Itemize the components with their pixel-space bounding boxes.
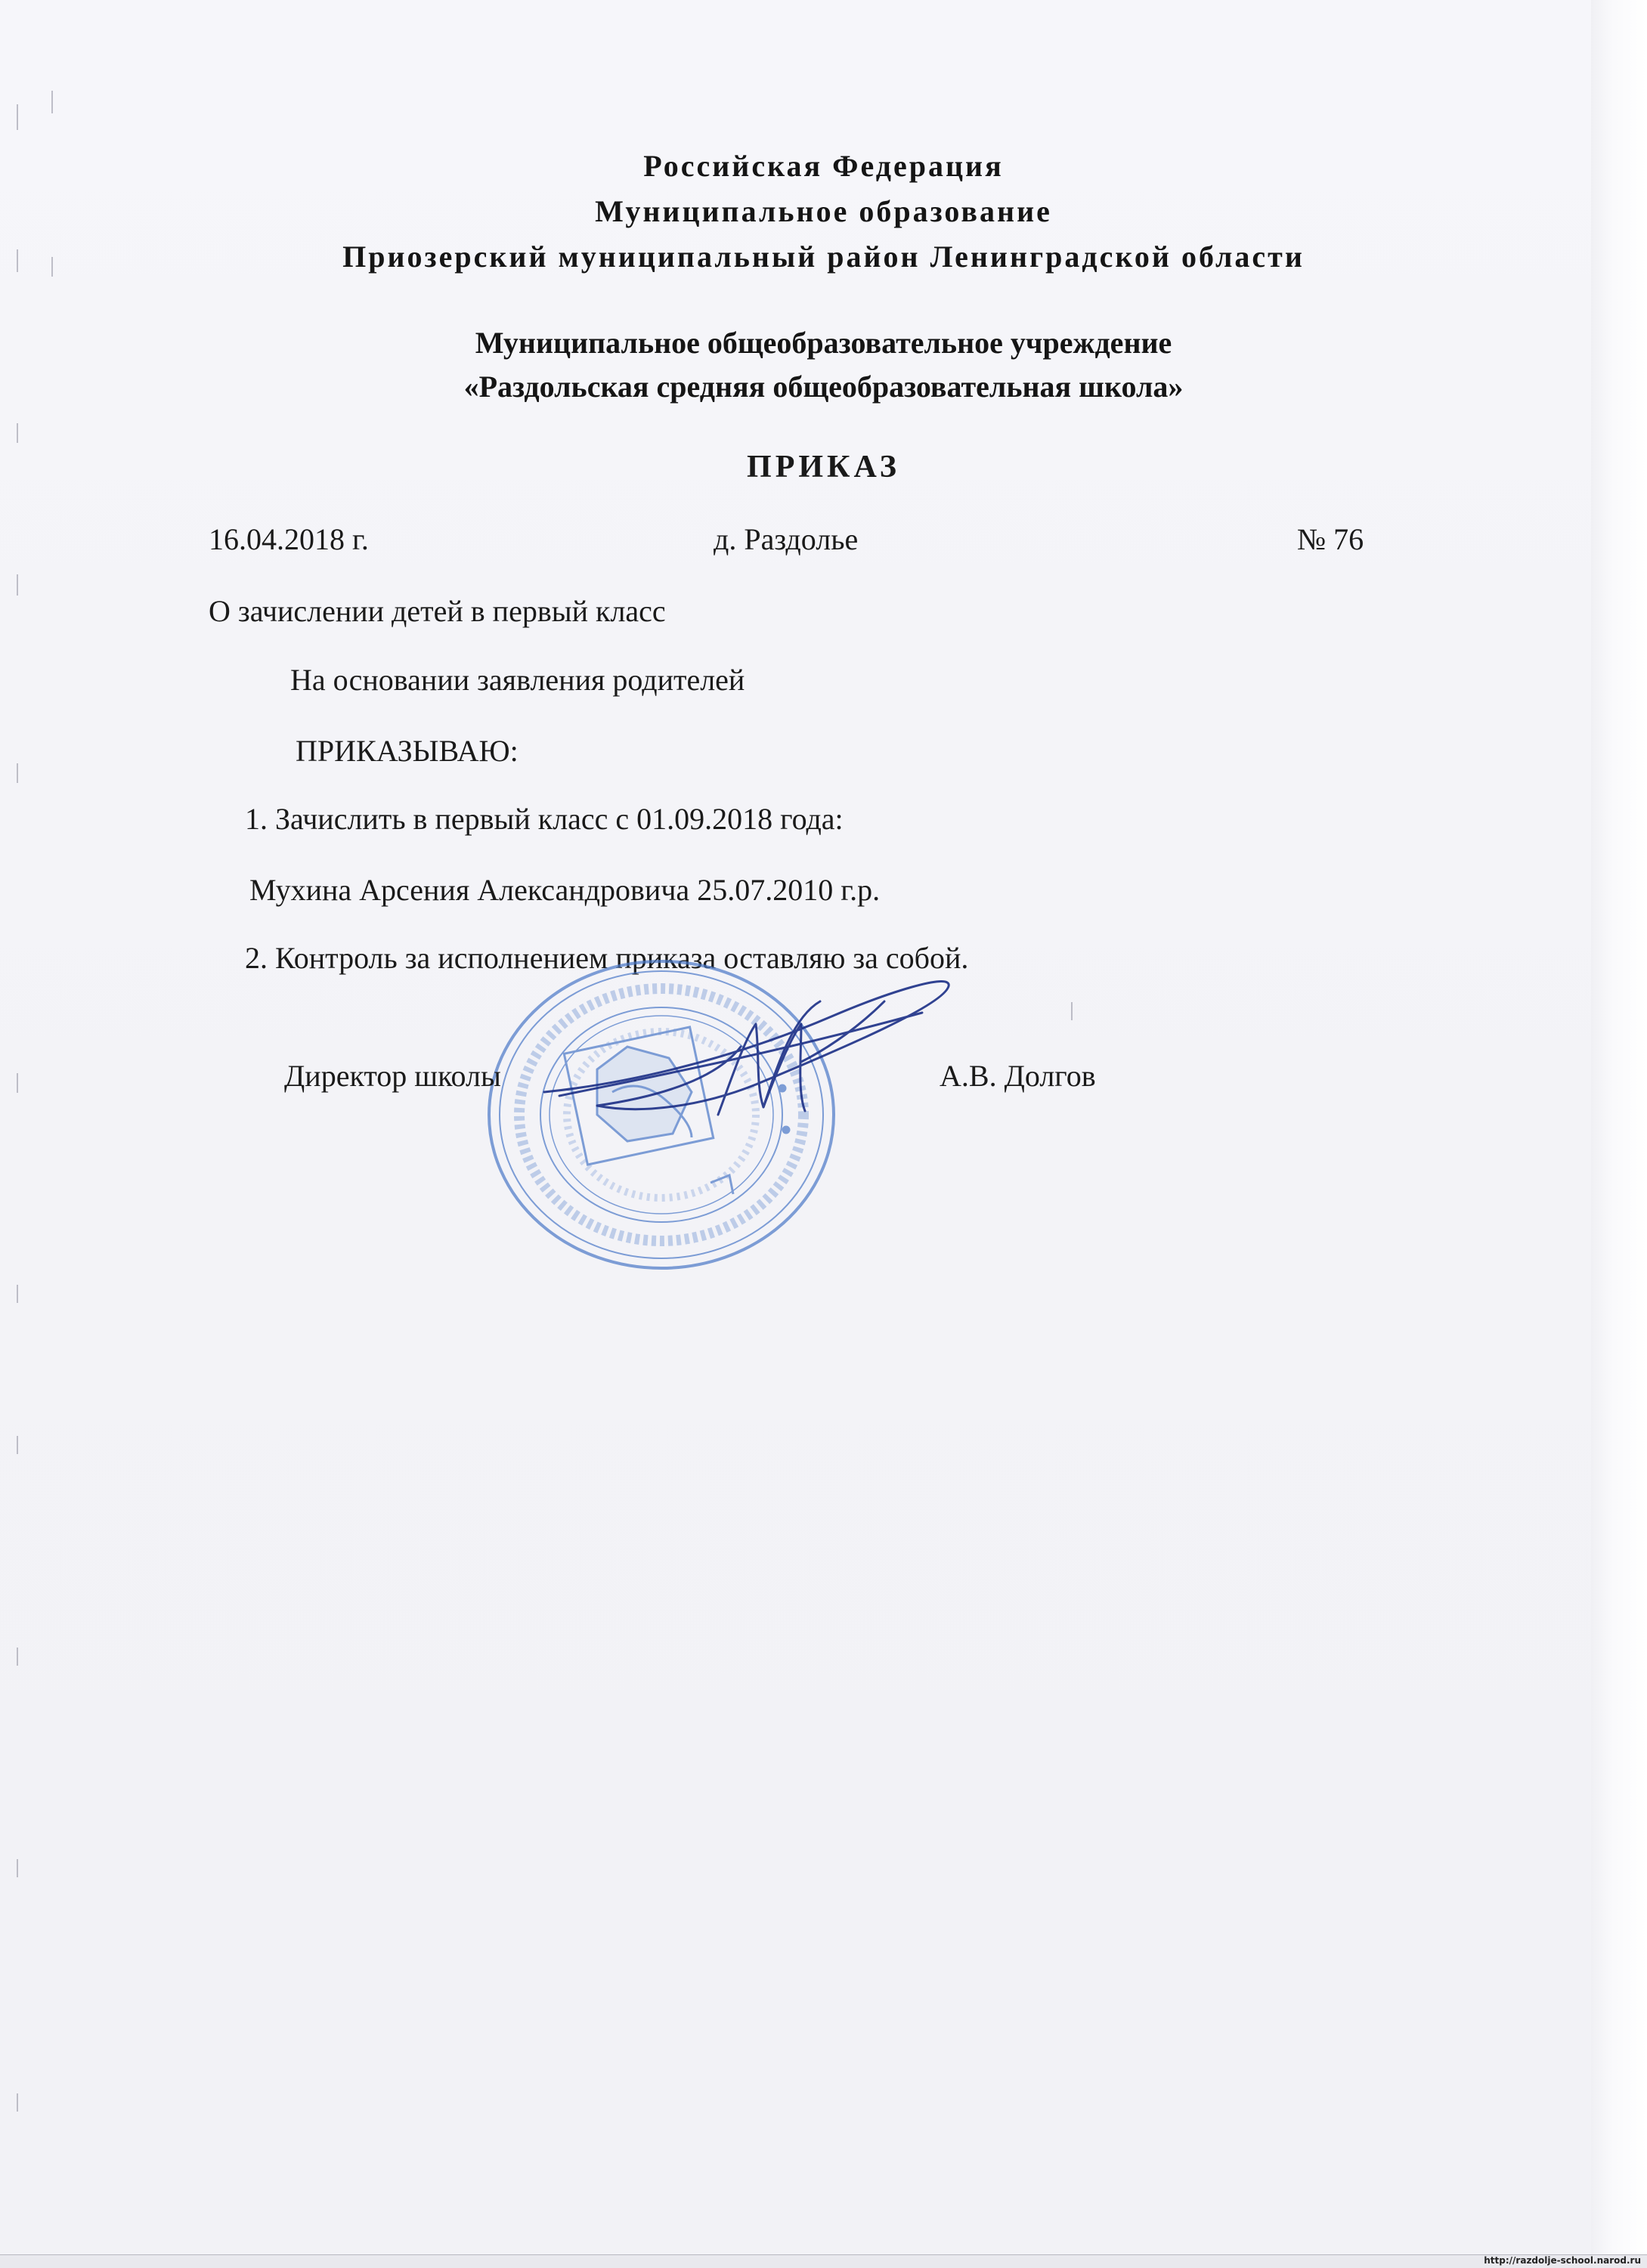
student-entry: Мухина Арсения Александровича 25.07.2010 г.р. (249, 873, 881, 907)
order-number: № 76 (1297, 522, 1364, 556)
scan-mark (17, 1073, 18, 1093)
order-subject: О зачислении детей в первый класс (209, 594, 666, 628)
scan-mark (1071, 1002, 1073, 1020)
scan-mark (17, 1436, 18, 1454)
signatory-position: Директор школы (284, 1059, 501, 1093)
document-title: ПРИКАЗ (747, 450, 900, 484)
header-country: Российская Федерация (643, 149, 1004, 183)
director-signature (529, 971, 967, 1137)
order-item-2: 2. Контроль за исполнением приказа оставляю за собой. (245, 941, 969, 975)
scan-mark (17, 2093, 18, 2112)
scan-mark (17, 763, 18, 783)
source-url: http://razdolje-school.narod.ru (1484, 2255, 1641, 2266)
scan-mark (17, 1859, 18, 1877)
institution-name: «Раздольская средняя общеобразовательная школа» (463, 370, 1184, 404)
order-date: 16.04.2018 г. (209, 522, 369, 556)
order-place: д. Раздолье (714, 522, 859, 556)
order-command: ПРИКАЗЫВАЮ: (296, 734, 519, 768)
institution-type: Муниципальное общеобразовательное учреждение (475, 326, 1172, 360)
scan-bottom-strip (0, 2254, 1647, 2268)
scan-mark (17, 104, 18, 130)
scan-mark (17, 1285, 18, 1303)
header-district: Приозерский муниципальный район Ленинградской области (342, 240, 1305, 274)
scan-mark (17, 574, 18, 596)
scan-mark (51, 91, 53, 113)
order-basis: На основании заявления родителей (290, 663, 745, 697)
order-item-1: 1. Зачислить в первый класс с 01.09.2018 года: (245, 802, 844, 836)
scan-mark (17, 1648, 18, 1666)
scan-mark (17, 423, 18, 443)
header-municipality: Муниципальное образование (595, 194, 1052, 228)
signatory-name: А.В. Долгов (940, 1059, 1096, 1093)
